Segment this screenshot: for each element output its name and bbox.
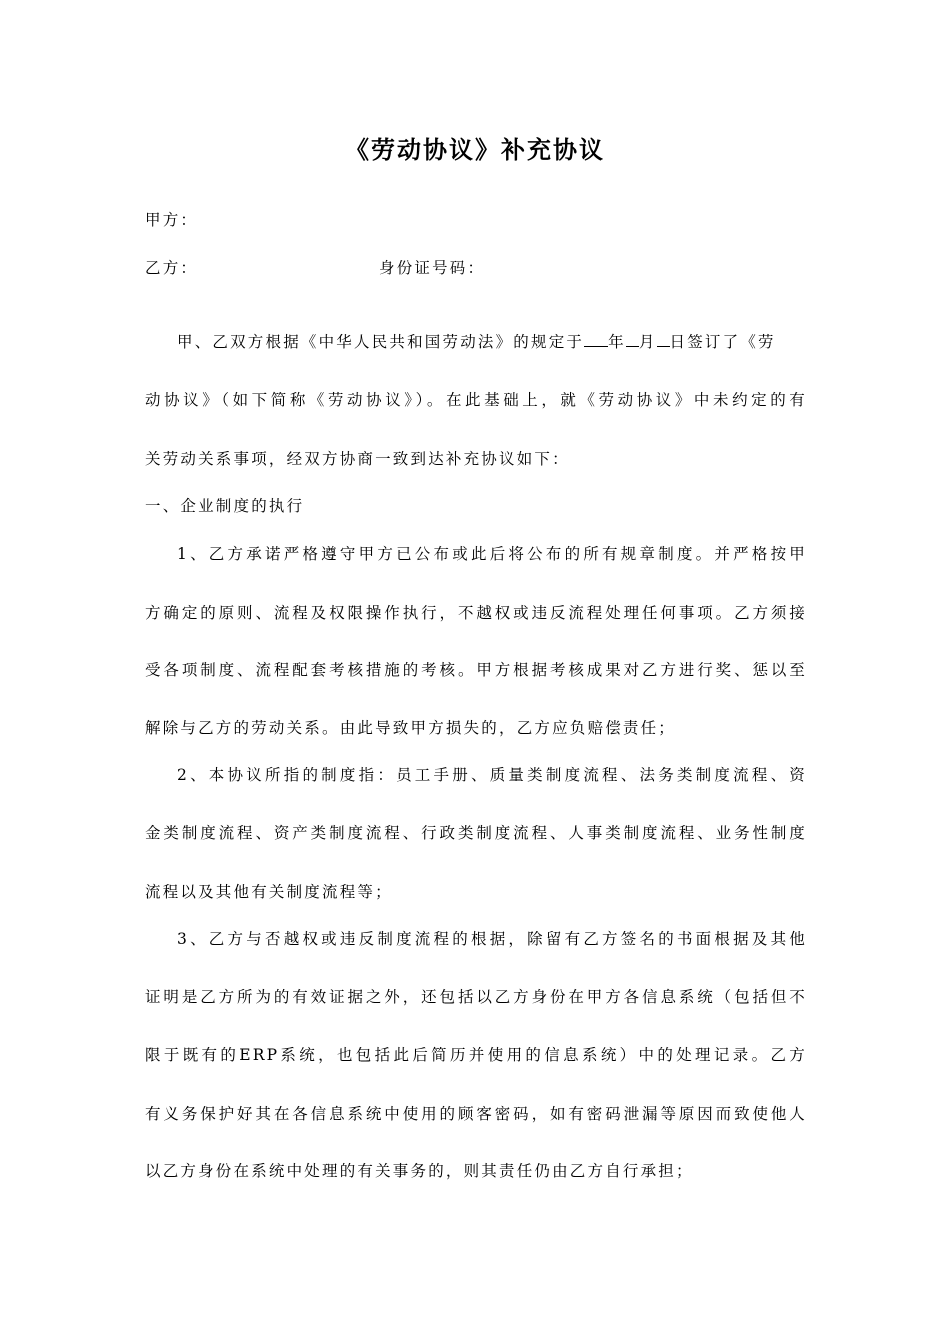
- month-blank: [626, 331, 639, 347]
- clause-2-line-2: 金类制度流程、资产类制度流程、行政类制度流程、人事类制度流程、业务性制度: [145, 824, 807, 842]
- clause-3-line-3: 限于既有的ERP系统，也包括此后简历并使用的信息系统）中的处理记录。乙方: [145, 1046, 807, 1064]
- clause-1-line-4: 解除与乙方的劳动关系。由此导致甲方损失的，乙方应负赔偿责任；: [145, 719, 677, 737]
- clause-3-line-5: 以乙方身份在系统中处理的有关事务的，则其责任仍由乙方自行承担；: [145, 1162, 694, 1180]
- party-b-label: 乙方：: [145, 259, 199, 277]
- party-a-label: 甲方：: [145, 211, 199, 229]
- intro-line-2: 动协议》（如下简称《劳动协议》）。在此基础上，就《劳动协议》中未约定的有: [145, 391, 807, 409]
- clause-3-line-4: 有义务保护好其在各信息系统中使用的顾客密码，如有密码泄漏等原因而致使他人: [145, 1105, 807, 1123]
- clause-1-line-2: 方确定的原则、流程及权限操作执行，不越权或违反流程处理任何事项。乙方须接: [145, 604, 807, 622]
- clause-2-line-1: 2、本协议所指的制度指：员工手册、质量类制度流程、法务类制度流程、资: [177, 766, 807, 784]
- day-blank: [657, 331, 670, 347]
- clause-2-line-3: 流程以及其他有关制度流程等；: [145, 883, 393, 901]
- id-number-label: 身份证号码：: [379, 259, 486, 277]
- day-label: 日签订了《劳: [669, 333, 776, 351]
- intro-text: 甲、乙双方根据《中华人民共和国劳动法》的规定于: [177, 333, 585, 351]
- section-heading: 一、企业制度的执行: [145, 497, 305, 515]
- clause-1-line-1: 1、乙方承诺严格遵守甲方已公布或此后将公布的所有规章制度。并严格按甲: [177, 545, 807, 563]
- clause-3-line-2: 证明是乙方所为的有效证据之外，还包括以乙方身份在甲方各信息系统（包括但不: [145, 988, 807, 1006]
- year-blank: [584, 331, 608, 347]
- intro-line-1: [177, 331, 776, 352]
- year-label: 年: [608, 333, 626, 351]
- intro-line-3: 关劳动关系事项，经双方协商一致到达补充协议如下：: [145, 450, 570, 468]
- clause-1-line-3: 受各项制度、流程配套考核措施的考核。甲方根据考核成果对乙方进行奖、惩以至: [145, 661, 807, 679]
- clause-3-line-1: 3、乙方与否越权或违反制度流程的根据，除留有乙方签名的书面根据及其他: [177, 930, 807, 948]
- month-label: 月: [638, 333, 657, 351]
- document-title: 《劳动协议》补充协议: [345, 136, 605, 164]
